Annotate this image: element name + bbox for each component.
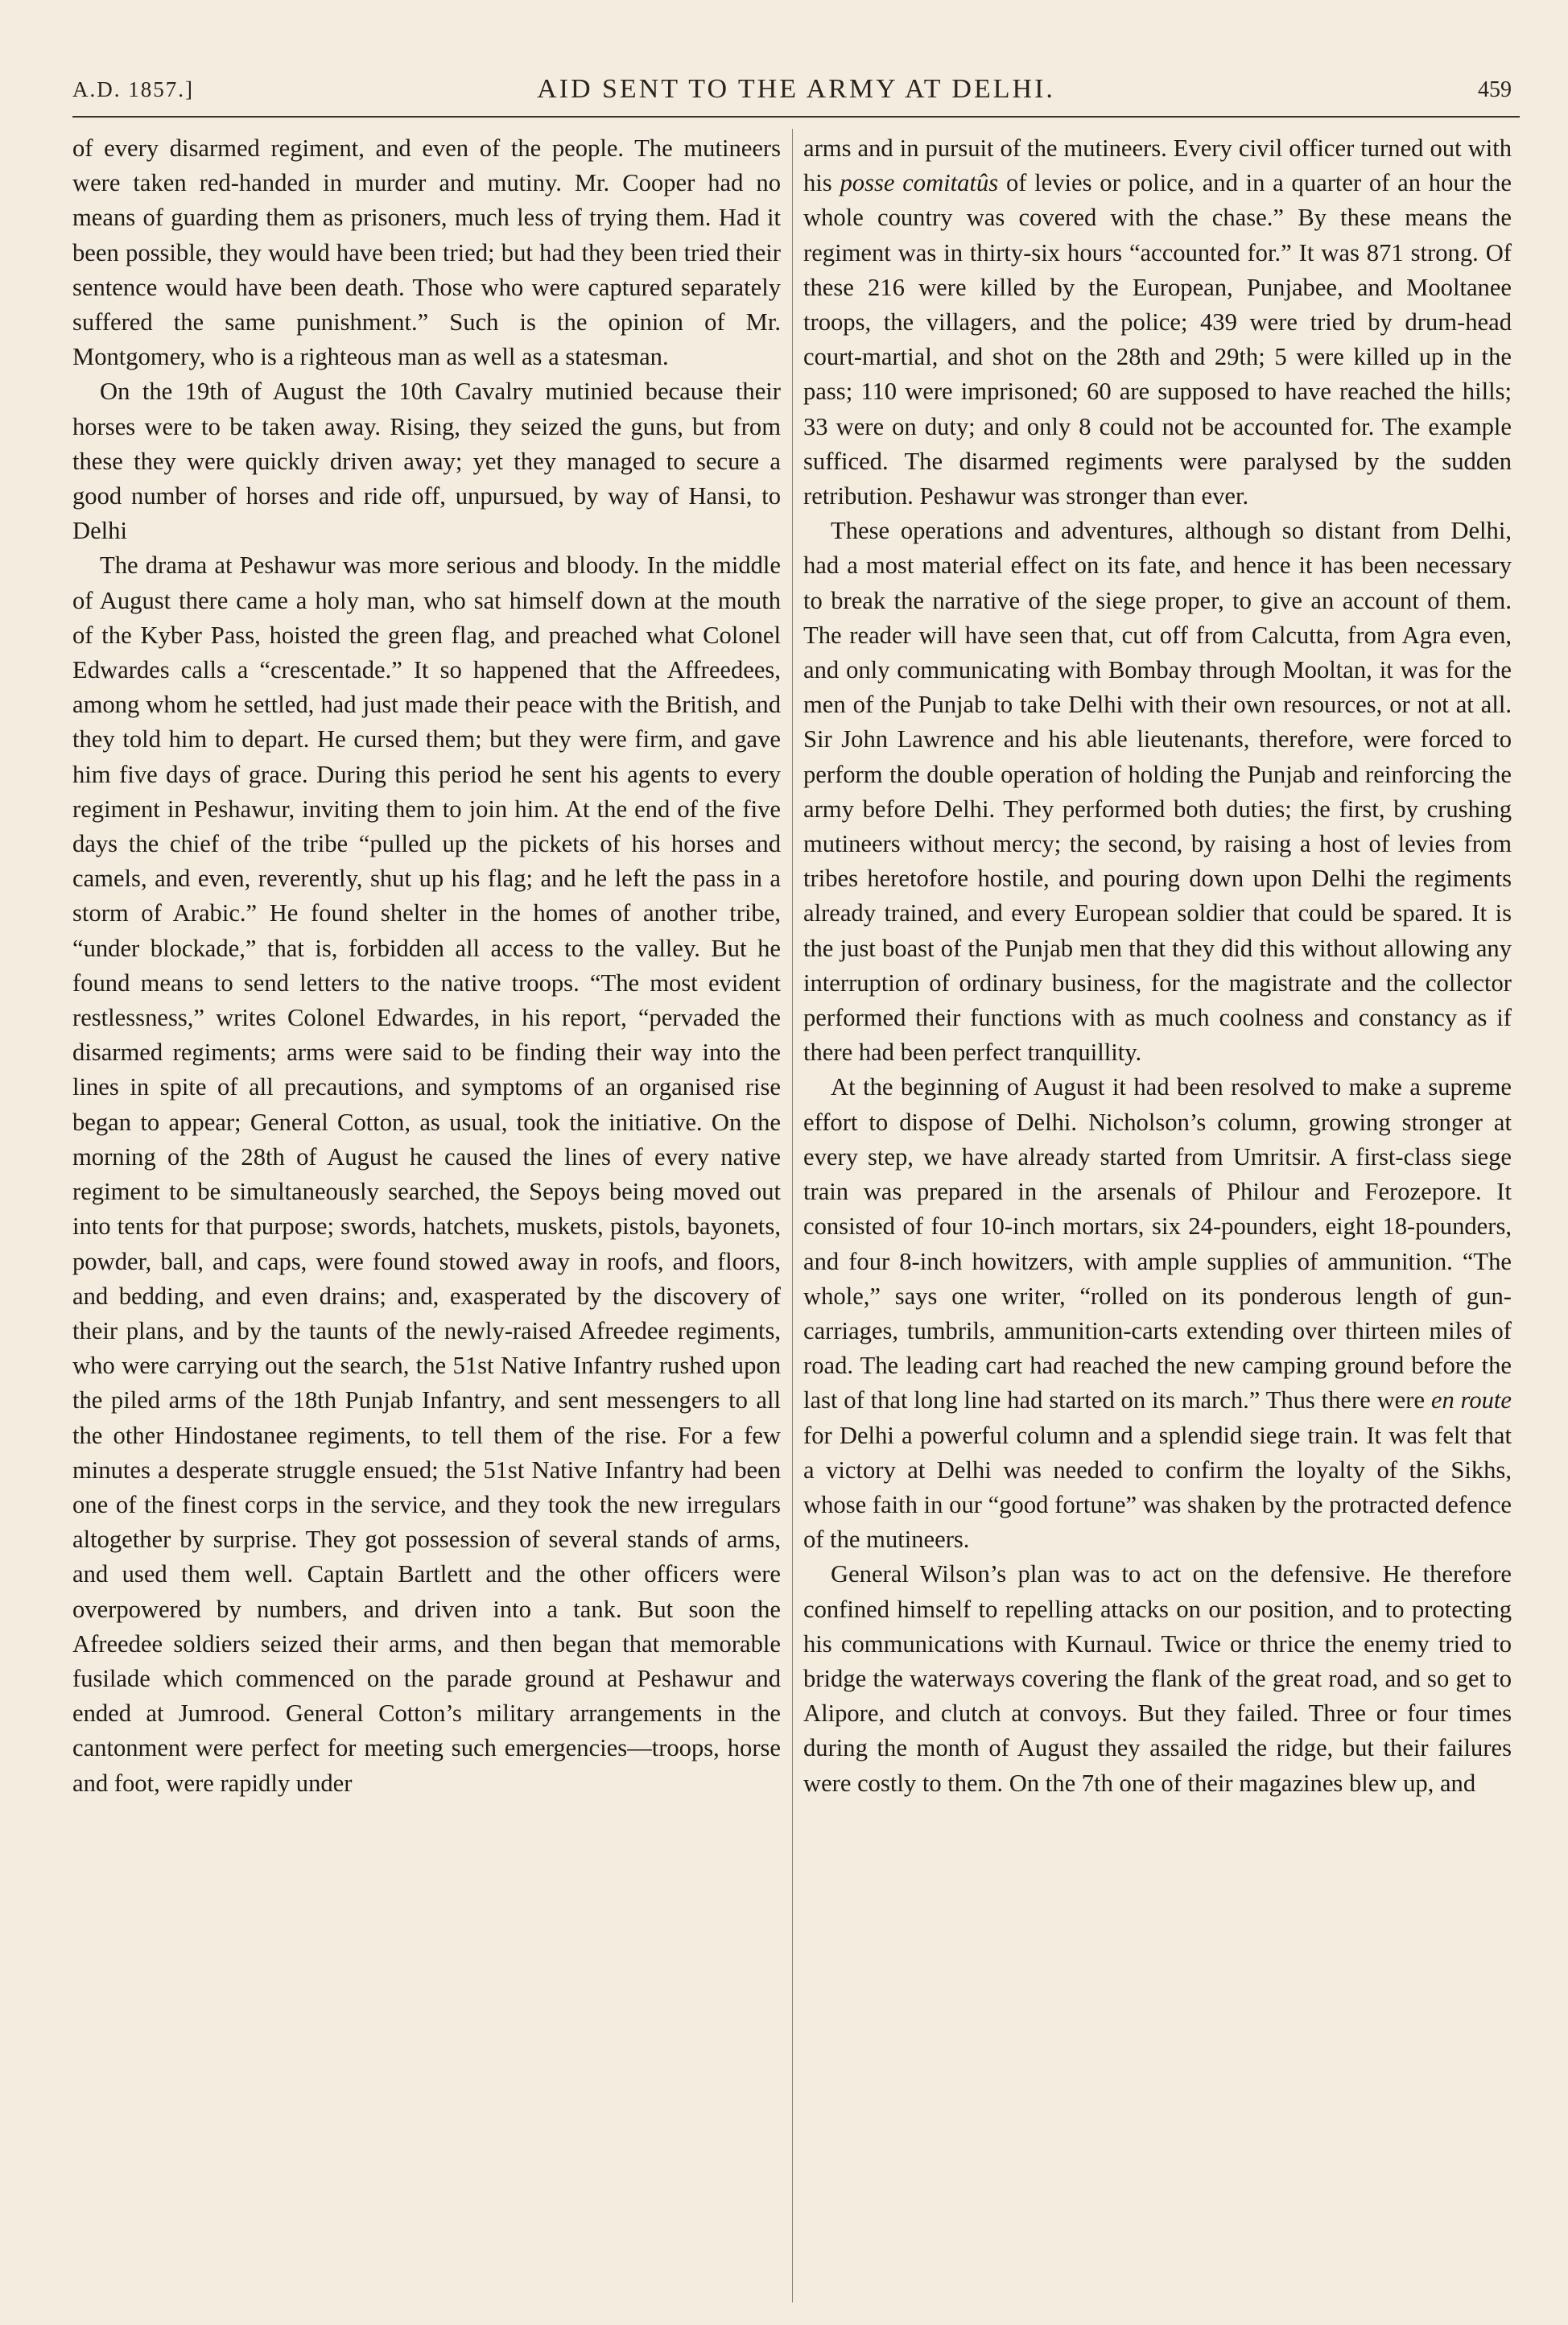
page-number: 459 [1478,77,1512,102]
column-divider [792,129,793,2302]
text-span: At the beginning of August it had been resolved to make a supreme effort to dispose of Delhi. Nicholson’s column, growing stronger at every step, we have already started from Umritsir. A first-class siege train was prepared in the arsenals of Philour and Ferozepore. It consisted of four 10-inch mortars, six 24-pounders, eight 18-pounders, and four 8-inch howitzers, with ample supplies of ammunition. “The whole,” says one writer, “rolled on its ponderous length of gun-carriages, tumbrils, ammunition-carts extending over thirteen miles of road. The leading cart had reached the new camping ground before the last of that long line had started on its march.” Thus there were [803,1073,1512,1414]
text-span: arms and in pursuit of the mutineers. Every civil officer turned out with his [803,134,1512,197]
paragraph-siege-train [803,1070,1512,1557]
left-column [72,131,781,1801]
running-header [72,74,1520,118]
paragraph-continuation: of every disarmed regiment, and even of the people. The mutineers were taken red-handed in murder and mutiny. Mr. Cooper had no means of guarding them as prisoners, much less of trying them. Had it been possible, they would have been tried; but had they been tried their sentence would have been death. Those who were captured separately suffered the same punishment.” Such is the opinion of Mr. Montgomery, who is a righteous man as well as a statesman. [72,134,781,371]
header-title: AID SENT TO THE ARMY AT DELHI. [537,74,1055,104]
italic-phrase: posse comitatûs [840,169,999,197]
italic-phrase: en route [1430,1386,1512,1414]
text-span: of levies or police, and in a quarter of an hour the whole country was covered with the chase.” By these means the regiment was in thirty-six hours “accounted for.” It was 871 strong. Of these 216 were killed by the European, Punjabee, and Mooltanee troops, the villagers, and the police; 439 were tried by drum-head court-martial, and shot on the 28th and 29th; 5 were killed up in the pass; 110 were imprisoned; 60 are supposed to have reached the hills; 33 were on duty; and only 8 could not be accounted for. The example sufficed. The disarmed regiments were paralysed by the sudden retribution. Peshawur was stronger than ever. [803,169,1512,510]
paragraph-pursuit-continuation [803,131,1512,514]
paragraph-peshawur-drama: The drama at Peshawur was more serious and bloody. In the middle of August there came a holy man, who sat himself down at the mouth of the Kyber Pass, hoisted the green flag, and preached what Colonel Edwardes calls a “crescentade.” It so happened that the Affreedees, among whom he settled, had just made their peace with the British, and they told him to depart. He cursed them; but they were firm, and gave him five days of grace. During this period he sent his agents to every regiment in Peshawur, inviting them to join him. At the end of the five days the chief of the tribe “pulled up the pickets of his horses and camels, and even, reverently, shut up his flag; and he left the pass in a storm of Arabic.” He found shelter in the homes of another tribe, “under blockade,” that is, forbidden all access to the valley. But he found means to send letters to the native troops. “The most evident restlessness,” writes Colonel Edwardes, in his report, “pervaded the disarmed regiments; arms were said to be finding their way into the lines in spite of all precautions, and symptoms of an organised rise began to appear; General Cotton, as usual, took the initiative. On the morning of the 28th of August he caused the lines of every native regiment to be simultaneously searched, the Sepoys being moved out into tents for that purpose; swords, hatchets, muskets, pistols, bayonets, powder, ball, and caps, were found stowed away in roofs, and floors, and bedding, and even drains; and, exasperated by the discovery of their plans, and by the taunts of the newly-raised Afreedee regiments, who were carrying out the search, the 51st Native Infantry rushed upon the piled arms of the 18th Punjab Infantry, and sent messengers to all the other Hindostanee regiments, to tell them of the rise. For a few minutes a desperate struggle ensued; the 51st Native Infantry had been one of the finest corps in the service, and they took the new irregulars altogether by surprise. They got possession of several stands of arms, and used them well. Captain Bartlett and the other officers were overpowered by numbers, and driven into a tank. But soon the Afreedee soldiers seized their arms, and then began that memorable fusilade which commenced on the parade ground at Peshawur and ended at Jumrood. General Cotton’s military arrangements in the cantonment were perfect for meeting such emergencies—troops, horse and foot, were rapidly under [72,551,781,1797]
text-span: for Delhi a powerful column and a splendid siege train. It was felt that a victory at Delhi was needed to confirm the loyalty of the Sikhs, whose faith in our “good fortune” was shaken by the protracted defence of the mutineers. [803,1421,1512,1554]
right-column [803,131,1512,1801]
header-rule [72,116,1520,118]
paragraph-cavalry-mutiny: On the 19th of August the 10th Cavalry mutinied because their horses were to be taken away. Rising, they seized the guns, but from these they were quickly driven away; yet they managed to secure a good number of horses and ride off, unpursued, by way of Hansi, to Delhi [72,378,781,545]
paragraph-operations: These operations and adventures, although so distant from Delhi, had a most material effect on its fate, and hence it has been necessary to break the narrative of the siege proper, to give an account of them. The reader will have seen that, cut off from Calcutta, from Agra even, and only communicating with Bombay through Mooltan, it was for the men of the Punjab to take Delhi with their own resources, or not at all. Sir John Lawrence and his able lieutenants, therefore, were forced to perform the double operation of holding the Punjab and reinforcing the army before Delhi. They performed both duties; the first, by crushing mutineers without mercy; the second, by raising a host of levies from tribes heretofore hostile, and pouring down upon Delhi the regiments already trained, and every European soldier that could be spared. It is the just boast of the Punjab men that they did this without allowing any interruption of ordinary business, for the magistrate and the collector performed their functions with as much coolness and constancy as if there had been perfect tranquillity. [803,517,1512,1067]
paragraph-wilson-plan: General Wilson’s plan was to act on the defensive. He therefore confined himself to repelling attacks on our position, and to protecting his communications with Kurnaul. Twice or thrice the enemy tried to bridge the waterways covering the flank of the great road, and so get to Alipore, and clutch at convoys. But they failed. Three or four times during the month of August they assailed the ridge, but their failures were costly to them. On the 7th one of their magazines blew up, and [803,1560,1512,1797]
header-date: A.D. 1857.] [72,77,194,101]
